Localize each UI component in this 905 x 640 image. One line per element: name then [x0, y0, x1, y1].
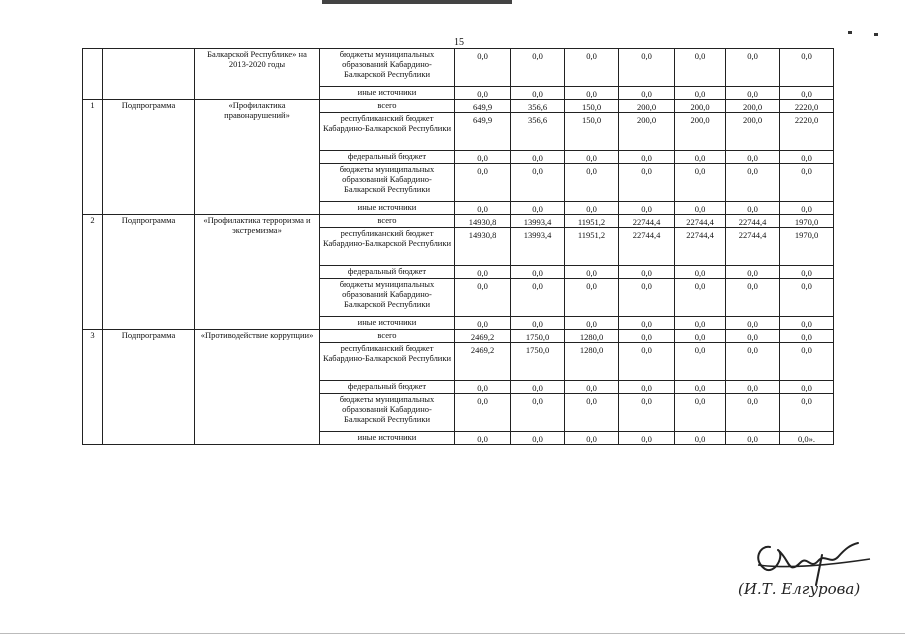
scan-artifact-bar — [322, 0, 512, 4]
amount-cell: 0,0 — [726, 317, 780, 330]
funding-source: бюджеты муниципальных образований Кабардино-Балкарской Республики — [320, 394, 455, 432]
amount-cell: 0,0 — [455, 317, 511, 330]
amount-cell: 0,0 — [511, 266, 565, 279]
amount-cell: 0,0 — [780, 266, 834, 279]
amount-cell: 200,0 — [675, 100, 726, 113]
amount-cell: 0,0 — [726, 87, 780, 100]
amount-cell: 0,0 — [780, 87, 834, 100]
amount-cell: 0,0 — [565, 202, 619, 215]
amount-cell: 0,0 — [511, 151, 565, 164]
subprogram-name: «Противодействие коррупции» — [195, 330, 320, 445]
amount-cell: 0,0 — [565, 394, 619, 432]
amount-cell: 0,0 — [455, 381, 511, 394]
amount-cell: 0,0 — [619, 164, 675, 202]
amount-cell: 0,0 — [619, 394, 675, 432]
amount-cell: 0,0 — [726, 330, 780, 343]
amount-cell: 0,0 — [780, 279, 834, 317]
amount-cell: 0,0 — [726, 164, 780, 202]
amount-cell: 0,0 — [780, 343, 834, 381]
funding-source: бюджеты муниципальных образований Кабардино-Балкарской Республики — [320, 49, 455, 87]
subprogram-num: 1 — [83, 100, 103, 215]
table-row — [83, 215, 834, 228]
amount-cell: 0,0 — [455, 49, 511, 87]
amount-cell: 200,0 — [619, 113, 675, 151]
funding-source: федеральный бюджет — [320, 151, 455, 164]
amount-cell: 0,0 — [726, 394, 780, 432]
page-number: 15 — [454, 37, 464, 48]
amount-cell: 0,0 — [675, 317, 726, 330]
amount-cell: 22744,4 — [726, 228, 780, 266]
amount-cell: 0,0 — [511, 381, 565, 394]
subprogram-num: 2 — [83, 215, 103, 330]
subprogram-num — [83, 49, 103, 100]
amount-cell: 0,0 — [726, 266, 780, 279]
amount-cell: 0,0 — [511, 394, 565, 432]
amount-cell: 649,9 — [455, 113, 511, 151]
amount-cell: 11951,2 — [565, 215, 619, 228]
amount-cell: 13993,4 — [511, 215, 565, 228]
amount-cell: 0,0 — [726, 279, 780, 317]
amount-cell: 200,0 — [619, 100, 675, 113]
funding-source: республиканский бюджет Кабардино-Балкарской Республики — [320, 343, 455, 381]
funding-source: иные источники — [320, 432, 455, 445]
amount-cell: 1750,0 — [511, 330, 565, 343]
amount-cell: 0,0 — [619, 49, 675, 87]
amount-cell: 0,0 — [511, 432, 565, 445]
signature-caption: (И.Т. Елгурова) — [738, 580, 861, 598]
amount-cell: 0,0 — [675, 164, 726, 202]
amount-cell: 0,0 — [726, 49, 780, 87]
funding-source: федеральный бюджет — [320, 381, 455, 394]
table-row — [83, 330, 834, 343]
amount-cell: 2469,2 — [455, 343, 511, 381]
amount-cell: 0,0 — [565, 164, 619, 202]
amount-cell: 0,0 — [780, 164, 834, 202]
amount-cell: 0,0 — [675, 432, 726, 445]
amount-cell: 150,0 — [565, 113, 619, 151]
amount-cell: 1280,0 — [565, 330, 619, 343]
amount-cell: 0,0 — [565, 151, 619, 164]
amount-cell: 0,0». — [780, 432, 834, 445]
amount-cell: 0,0 — [565, 49, 619, 87]
subprogram-name: Балкарской Республике» на 2013-2020 годы — [195, 49, 320, 100]
amount-cell: 649,9 — [455, 100, 511, 113]
amount-cell: 0,0 — [511, 49, 565, 87]
amount-cell: 0,0 — [455, 432, 511, 445]
amount-cell: 0,0 — [565, 87, 619, 100]
amount-cell: 1970,0 — [780, 215, 834, 228]
amount-cell: 0,0 — [780, 394, 834, 432]
funding-source: бюджеты муниципальных образований Кабардино-Балкарской Республики — [320, 279, 455, 317]
amount-cell: 14930,8 — [455, 215, 511, 228]
amount-cell: 0,0 — [565, 266, 619, 279]
amount-cell: 0,0 — [675, 87, 726, 100]
amount-cell: 0,0 — [511, 202, 565, 215]
funding-source: всего — [320, 330, 455, 343]
amount-cell: 0,0 — [675, 151, 726, 164]
amount-cell: 0,0 — [619, 87, 675, 100]
funding-source: иные источники — [320, 202, 455, 215]
subprogram-num: 3 — [83, 330, 103, 445]
amount-cell: 200,0 — [675, 113, 726, 151]
amount-cell: 0,0 — [780, 151, 834, 164]
amount-cell: 22744,4 — [675, 215, 726, 228]
amount-cell: 0,0 — [675, 330, 726, 343]
amount-cell: 0,0 — [726, 202, 780, 215]
amount-cell: 0,0 — [780, 317, 834, 330]
amount-cell: 0,0 — [675, 202, 726, 215]
funding-source: республиканский бюджет Кабардино-Балкарской Республики — [320, 228, 455, 266]
amount-cell: 0,0 — [455, 279, 511, 317]
subprogram-type: Подпрограмма — [103, 215, 195, 330]
amount-cell: 0,0 — [455, 151, 511, 164]
amount-cell: 356,6 — [511, 100, 565, 113]
amount-cell: 356,6 — [511, 113, 565, 151]
amount-cell: 0,0 — [619, 317, 675, 330]
scan-dot — [874, 33, 878, 36]
amount-cell: 0,0 — [455, 266, 511, 279]
amount-cell: 2220,0 — [780, 100, 834, 113]
amount-cell: 0,0 — [726, 381, 780, 394]
amount-cell: 0,0 — [780, 49, 834, 87]
subprogram-name: «Профилактика правонарушений» — [195, 100, 320, 215]
amount-cell: 0,0 — [675, 381, 726, 394]
amount-cell: 0,0 — [511, 87, 565, 100]
amount-cell: 11951,2 — [565, 228, 619, 266]
funding-source: федеральный бюджет — [320, 266, 455, 279]
amount-cell: 22744,4 — [619, 228, 675, 266]
amount-cell: 0,0 — [511, 317, 565, 330]
amount-cell: 200,0 — [726, 100, 780, 113]
amount-cell: 14930,8 — [455, 228, 511, 266]
amount-cell: 0,0 — [455, 202, 511, 215]
subprogram-name: «Профилактика терроризма и экстремизма» — [195, 215, 320, 330]
amount-cell: 0,0 — [780, 381, 834, 394]
amount-cell: 0,0 — [675, 279, 726, 317]
funding-source: республиканский бюджет Кабардино-Балкарской Республики — [320, 113, 455, 151]
amount-cell: 0,0 — [619, 330, 675, 343]
amount-cell: 1750,0 — [511, 343, 565, 381]
funding-source: иные источники — [320, 317, 455, 330]
amount-cell: 0,0 — [619, 432, 675, 445]
amount-cell: 200,0 — [726, 113, 780, 151]
amount-cell: 0,0 — [619, 381, 675, 394]
page-bottom-line — [0, 633, 905, 634]
amount-cell: 0,0 — [565, 432, 619, 445]
amount-cell: 0,0 — [726, 432, 780, 445]
amount-cell: 0,0 — [675, 394, 726, 432]
table-row — [83, 49, 834, 87]
subprogram-type: Подпрограмма — [103, 330, 195, 445]
amount-cell: 2220,0 — [780, 113, 834, 151]
amount-cell: 0,0 — [619, 202, 675, 215]
amount-cell: 0,0 — [455, 164, 511, 202]
amount-cell: 0,0 — [619, 343, 675, 381]
budget-table — [82, 48, 834, 445]
amount-cell: 1970,0 — [780, 228, 834, 266]
amount-cell: 0,0 — [565, 279, 619, 317]
amount-cell: 0,0 — [675, 266, 726, 279]
amount-cell: 0,0 — [565, 381, 619, 394]
amount-cell: 0,0 — [511, 279, 565, 317]
amount-cell: 0,0 — [675, 343, 726, 381]
funding-source: иные источники — [320, 87, 455, 100]
funding-source: бюджеты муниципальных образований Кабардино-Балкарской Республики — [320, 164, 455, 202]
amount-cell: 0,0 — [780, 202, 834, 215]
amount-cell: 0,0 — [511, 164, 565, 202]
amount-cell: 0,0 — [726, 151, 780, 164]
amount-cell: 0,0 — [565, 317, 619, 330]
amount-cell: 0,0 — [726, 343, 780, 381]
subprogram-type — [103, 49, 195, 100]
amount-cell: 22744,4 — [619, 215, 675, 228]
funding-source: всего — [320, 100, 455, 113]
amount-cell: 1280,0 — [565, 343, 619, 381]
subprogram-type: Подпрограмма — [103, 100, 195, 215]
amount-cell: 2469,2 — [455, 330, 511, 343]
scan-dot — [848, 31, 852, 34]
amount-cell: 0,0 — [455, 394, 511, 432]
amount-cell: 22744,4 — [726, 215, 780, 228]
amount-cell: 0,0 — [619, 151, 675, 164]
amount-cell: 0,0 — [619, 279, 675, 317]
amount-cell: 0,0 — [780, 330, 834, 343]
amount-cell: 0,0 — [455, 87, 511, 100]
amount-cell: 150,0 — [565, 100, 619, 113]
amount-cell: 22744,4 — [675, 228, 726, 266]
funding-source: всего — [320, 215, 455, 228]
table-row — [83, 100, 834, 113]
amount-cell: 0,0 — [675, 49, 726, 87]
amount-cell: 13993,4 — [511, 228, 565, 266]
amount-cell: 0,0 — [619, 266, 675, 279]
